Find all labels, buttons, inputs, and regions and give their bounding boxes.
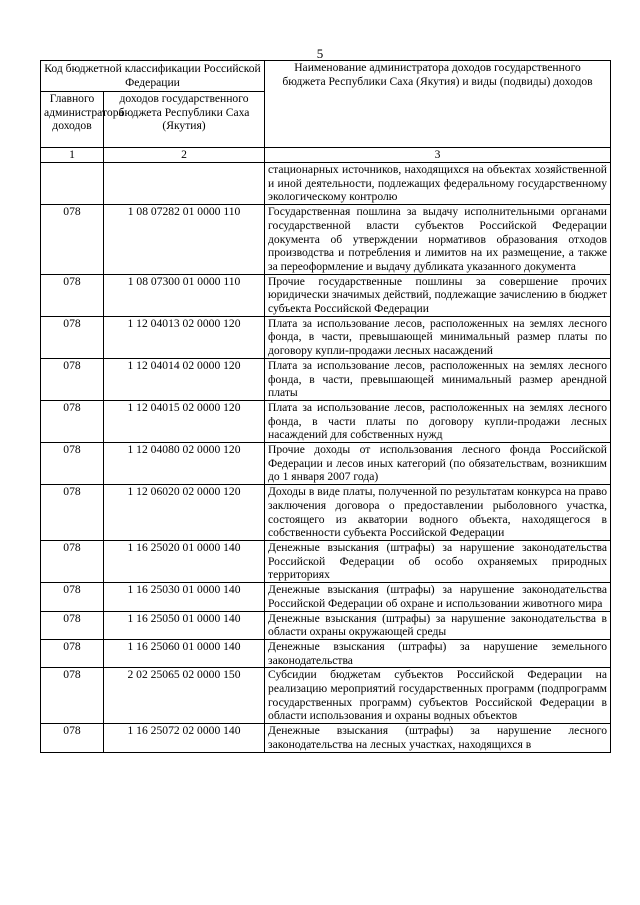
- admin-code-cell: [41, 163, 104, 205]
- admin-code-cell: 078: [41, 400, 104, 442]
- header-code-group: Код бюджетной классификации Российской Федерации: [41, 61, 265, 92]
- header-admin-column: Главного администратора доходов: [41, 92, 104, 148]
- income-name-cell: Плата за использование лесов, расположенных на землях лесного фонда, в части, превышающей минимальный размер арендной платы: [265, 358, 611, 400]
- header-name-column: Наименование администратора доходов государственного бюджета Республики Саха (Якутия) и виды (подвиды) доходов: [265, 61, 611, 148]
- income-name-cell: Денежные взыскания (штрафы) за нарушение земельного законодательства: [265, 639, 611, 667]
- table-row: [41, 358, 611, 400]
- admin-code-cell: 078: [41, 358, 104, 400]
- income-name-cell: Прочие государственные пошлины за совершение прочих юридически значимых действий, подлежащие зачислению в бюджет субъекта Российской Федерации: [265, 274, 611, 316]
- header-income-code-column: доходов государственного бюджета Республики Саха (Якутия): [104, 92, 265, 148]
- income-code-cell: 1 12 04080 02 0000 120: [104, 443, 265, 485]
- admin-code-cell: 078: [41, 443, 104, 485]
- table-row: [41, 163, 611, 205]
- income-code-cell: 1 12 04013 02 0000 120: [104, 316, 265, 358]
- income-name-cell: стационарных источников, находящихся на объектах хозяйственной и иной деятельности, подлежащих федеральному государственному экологическому контролю: [265, 163, 611, 205]
- income-code-cell: 1 12 04015 02 0000 120: [104, 400, 265, 442]
- income-code-cell: [104, 163, 265, 205]
- income-name-cell: Субсидии бюджетам субъектов Российской Федерации на реализацию мероприятий государственных программ (подпрограмм государственных программ) субъектов Российской Федерации в области использования и охраны водных объектов: [265, 668, 611, 724]
- table-row: [41, 485, 611, 541]
- table-header-row: [41, 61, 611, 92]
- table-row: [41, 724, 611, 752]
- table-row: [41, 668, 611, 724]
- table-row: [41, 639, 611, 667]
- table-row: [41, 400, 611, 442]
- income-code-cell: 1 08 07300 01 0000 110: [104, 274, 265, 316]
- income-code-cell: 1 16 25020 01 0000 140: [104, 540, 265, 582]
- table-row: [41, 205, 611, 275]
- admin-code-cell: 078: [41, 540, 104, 582]
- income-code-cell: 1 12 04014 02 0000 120: [104, 358, 265, 400]
- admin-code-cell: 078: [41, 724, 104, 752]
- admin-code-cell: 078: [41, 639, 104, 667]
- budget-classification-table: [40, 60, 611, 753]
- income-code-cell: 1 08 07282 01 0000 110: [104, 205, 265, 275]
- income-code-cell: 1 16 25060 01 0000 140: [104, 639, 265, 667]
- admin-code-cell: 078: [41, 205, 104, 275]
- admin-code-cell: 078: [41, 668, 104, 724]
- table-row: [41, 443, 611, 485]
- income-name-cell: Государственная пошлина за выдачу исполнительными органами государственной власти субъектов Российской Федерации документа об утверждении нормативов образования отходов производства и потребления и лимитов на их размещение, а также за переоформление и выдачу дубликата указанного документа: [265, 205, 611, 275]
- admin-code-cell: 078: [41, 316, 104, 358]
- income-name-cell: Плата за использование лесов, расположенных на землях лесного фонда, в части платы по договору купли-продажи лесных насаждений для собственных нужд: [265, 400, 611, 442]
- income-name-cell: Плата за использование лесов, расположенных на землях лесного фонда, в части, превышающей минимальный размер платы по договору купли-продажи лесных насаждений: [265, 316, 611, 358]
- admin-code-cell: 078: [41, 485, 104, 541]
- admin-code-cell: 078: [41, 611, 104, 639]
- income-name-cell: Денежные взыскания (штрафы) за нарушение законодательства Российской Федерации об охране и использовании животного мира: [265, 583, 611, 611]
- income-code-cell: 1 16 25050 01 0000 140: [104, 611, 265, 639]
- income-name-cell: Денежные взыскания (штрафы) за нарушение законодательства Российской Федерации об особо охраняемых природных территориях: [265, 540, 611, 582]
- column-number-1: 1: [41, 148, 104, 163]
- admin-code-cell: 078: [41, 274, 104, 316]
- income-code-cell: 1 12 06020 02 0000 120: [104, 485, 265, 541]
- table-row: [41, 540, 611, 582]
- income-code-cell: 2 02 25065 02 0000 150: [104, 668, 265, 724]
- table-row: [41, 274, 611, 316]
- table-row: [41, 583, 611, 611]
- income-name-cell: Денежные взыскания (штрафы) за нарушение законодательства в области охраны окружающей среды: [265, 611, 611, 639]
- page-number: 5: [316, 46, 324, 61]
- column-number-3: 3: [265, 148, 611, 163]
- income-name-cell: Доходы в виде платы, полученной по результатам конкурса на право заключения договора о предоставлении рыболовного участка, состоящего из акватории водного объекта, находящегося в собственности субъекта Российской Федерации: [265, 485, 611, 541]
- column-number-2: 2: [104, 148, 265, 163]
- column-number-row: [41, 148, 611, 163]
- table-row: [41, 316, 611, 358]
- admin-code-cell: 078: [41, 583, 104, 611]
- income-code-cell: 1 16 25030 01 0000 140: [104, 583, 265, 611]
- income-name-cell: Прочие доходы от использования лесного фонда Российской Федерации и лесов иных категорий (по обязательствам, возникшим до 1 января 2007 года): [265, 443, 611, 485]
- income-name-cell: Денежные взыскания (штрафы) за нарушение лесного законодательства на лесных участках, находящихся в: [265, 724, 611, 752]
- income-code-cell: 1 16 25072 02 0000 140: [104, 724, 265, 752]
- table-row: [41, 611, 611, 639]
